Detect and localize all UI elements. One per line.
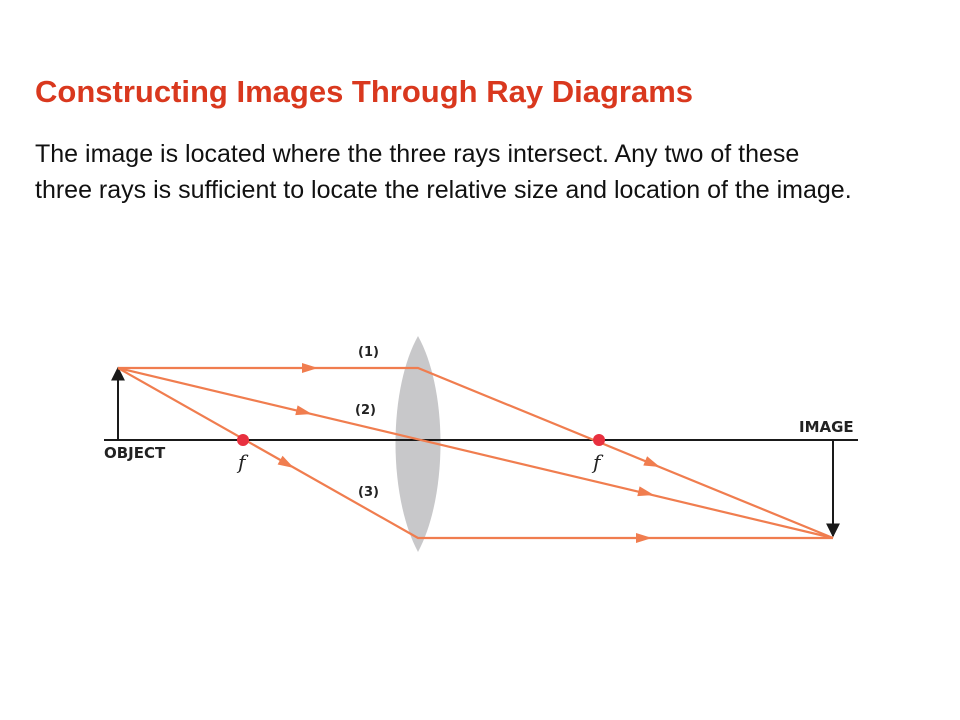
slide-body-text: The image is located where the three rays intersect. Any two of these three rays is sufficient to locate the relative size and location of the image.	[35, 140, 852, 204]
object-label: OBJECT	[104, 444, 166, 462]
ray-2-arrowhead-2	[637, 486, 655, 499]
focal-point-left	[237, 434, 249, 446]
focal-label-right: f	[593, 450, 601, 474]
focal-point-right	[593, 434, 605, 446]
ray-1-arrowhead	[302, 363, 318, 373]
slide-title: Constructing Images Through Ray Diagrams	[35, 74, 693, 109]
ray-3-arrowhead-2	[636, 533, 652, 543]
focal-label-left: f	[238, 450, 246, 474]
ray-2-arrowhead	[295, 405, 313, 418]
ray-1-arrowhead-2	[643, 456, 662, 471]
ray-3-arrowhead	[278, 456, 297, 473]
ray-3-label: (3)	[358, 485, 379, 500]
ray-2-label: (2)	[355, 403, 376, 418]
ray-2	[118, 368, 833, 538]
image-label: IMAGE	[799, 418, 854, 436]
ray-1-label: (1)	[358, 345, 379, 360]
